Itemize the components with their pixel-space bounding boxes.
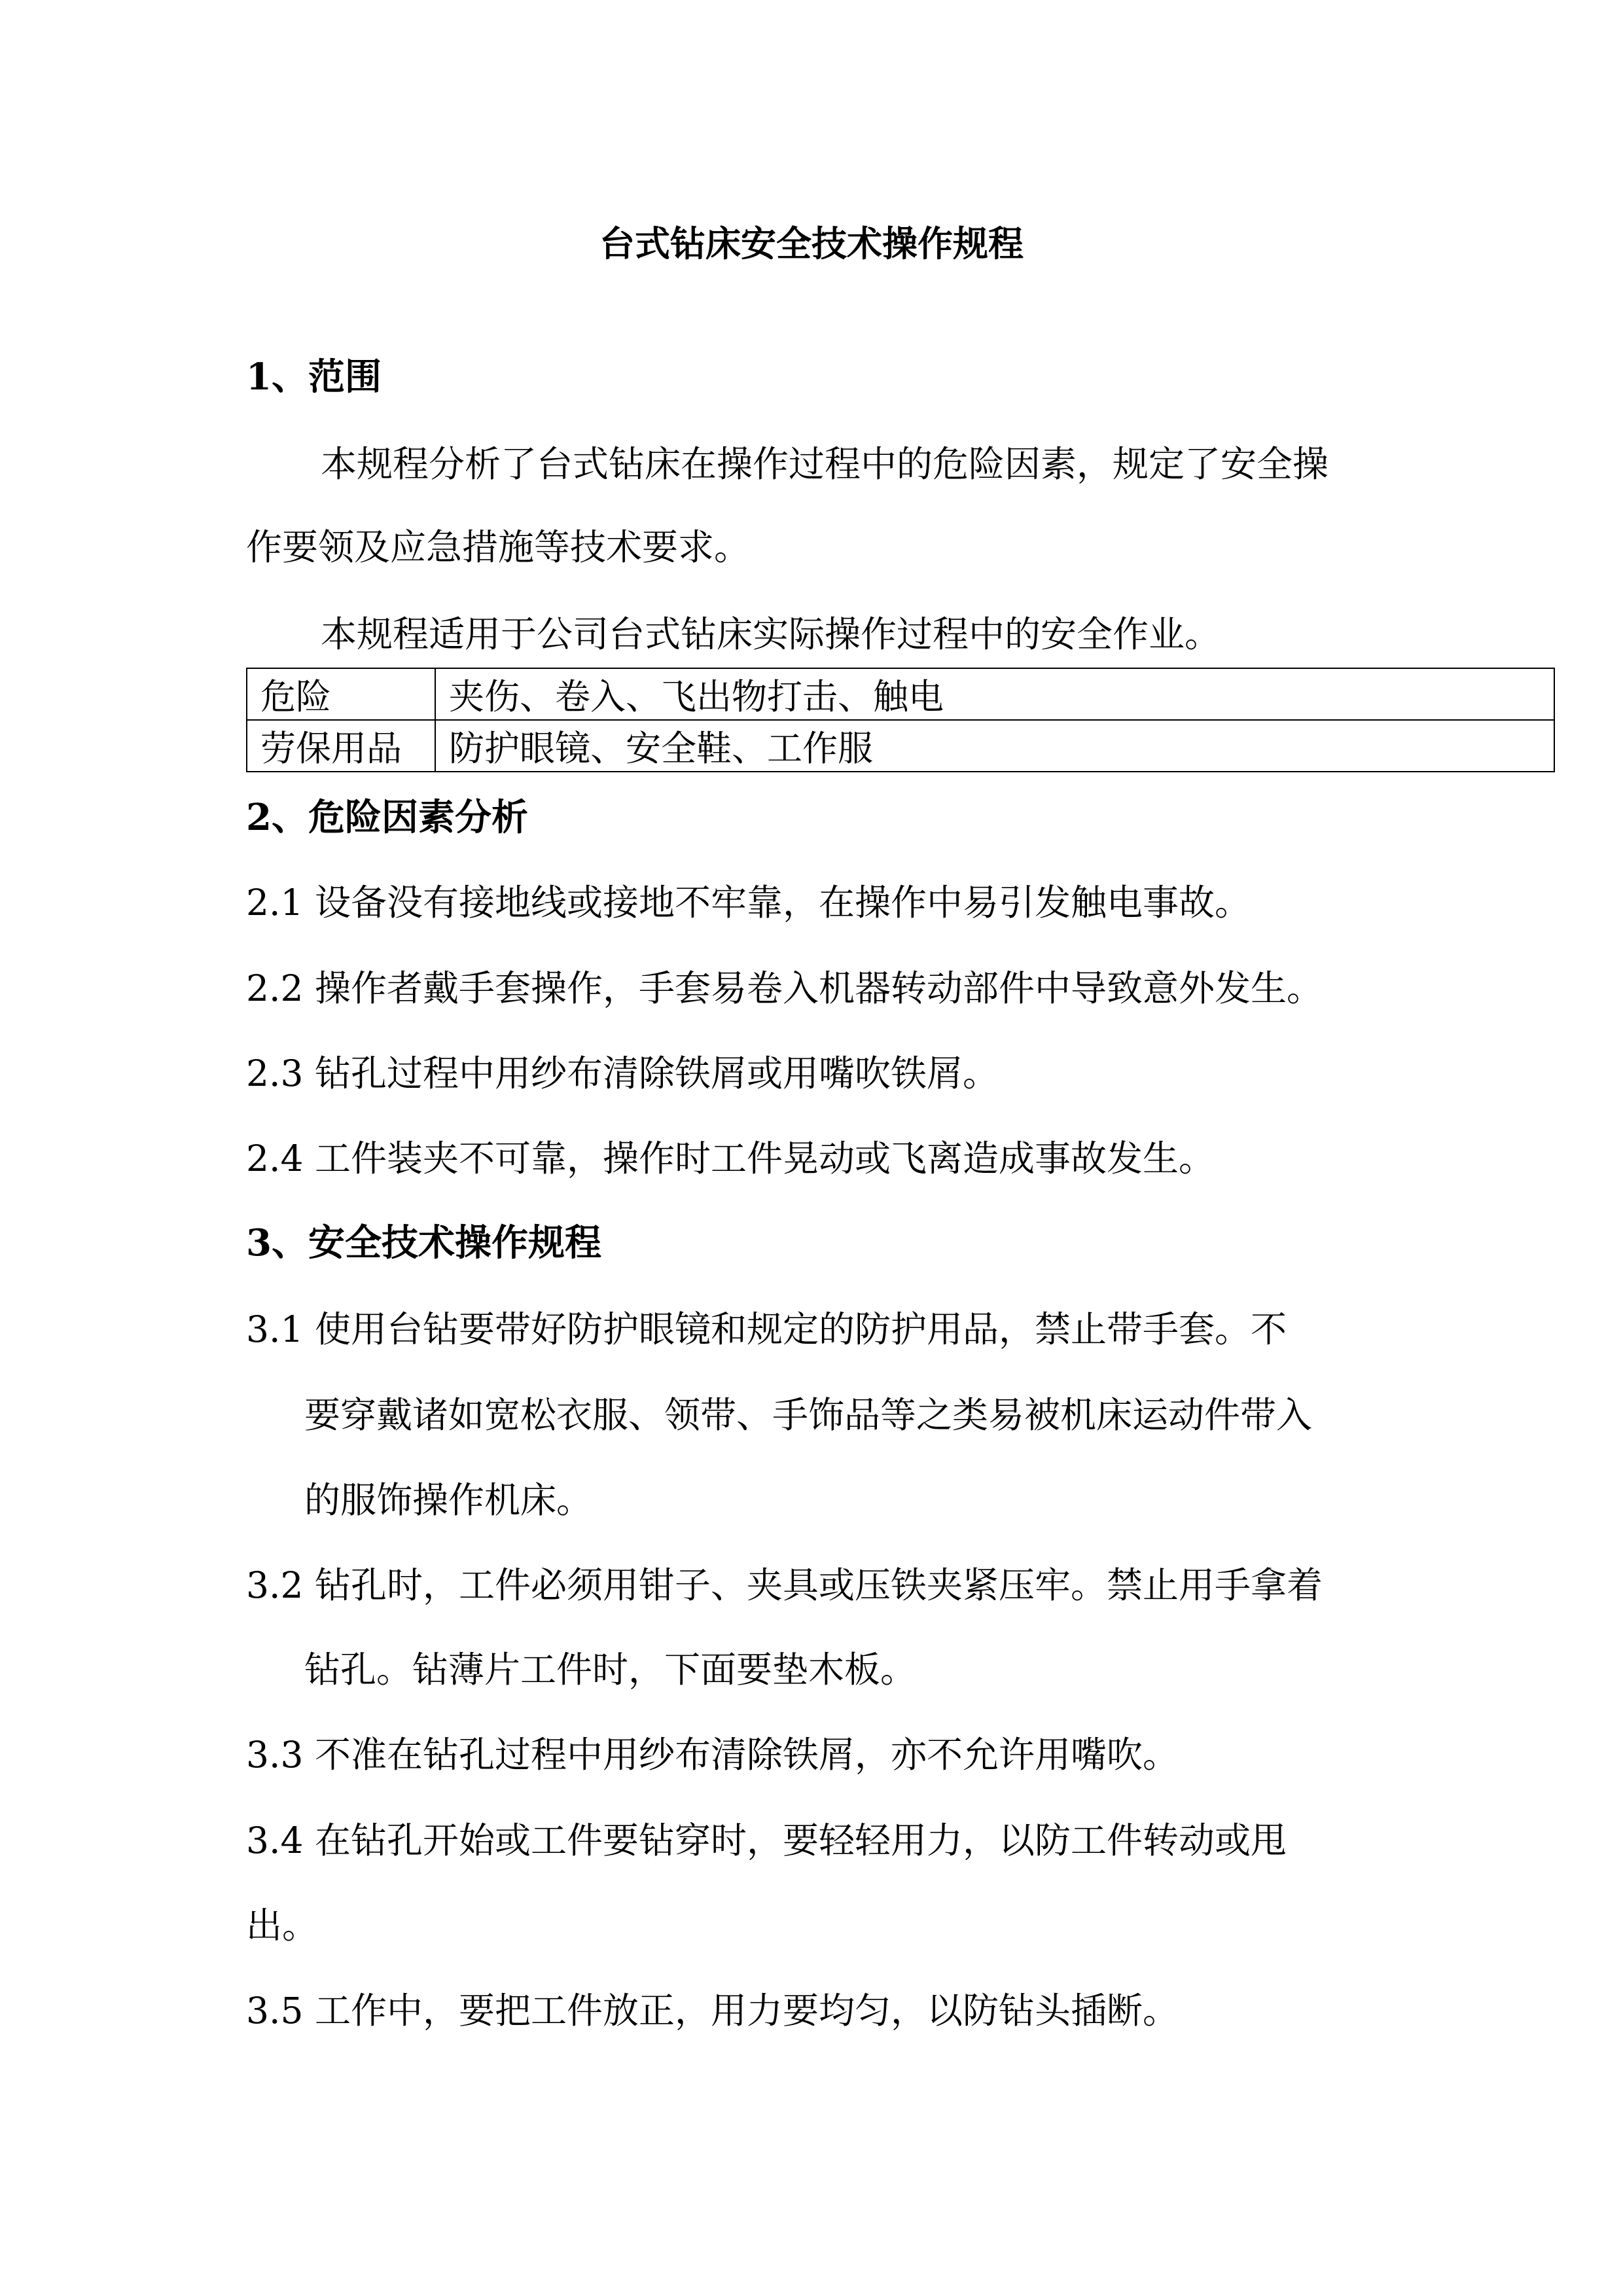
section-3-item-1-line-3: 的服饰操作机床。 [304, 1479, 593, 1521]
section-3-item-4-line-2: 出。 [246, 1905, 319, 1946]
document-title: 台式钻床安全技术操作规程 [599, 223, 1024, 264]
section-3-item-1-line-2: 要穿戴诸如宽松衣服、领带、手饰品等之类易被机床运动件带入 [304, 1394, 1313, 1436]
table-cell-label: 危险 [247, 668, 435, 720]
section-2-item-1: 2.1 设备没有接地线或接地不牢靠，在操作中易引发触电事故。 [246, 882, 1251, 924]
table-cell-value: 夹伤、卷入、飞出物打击、触电 [435, 668, 1554, 720]
section-3-item-3: 3.3 不准在钻孔过程中用纱布清除铁屑，亦不允许用嘴吹。 [246, 1734, 1179, 1776]
section-3-item-1-line-1: 3.1 使用台钻要带好防护眼镜和规定的防护用品，禁止带手套。不 [246, 1308, 1287, 1350]
section-2-item-3: 2.3 钻孔过程中用纱布清除铁屑或用嘴吹铁屑。 [246, 1052, 999, 1094]
section-2-item-2: 2.2 操作者戴手套操作，手套易卷入机器转动部件中导致意外发生。 [246, 967, 1323, 1009]
section-1-paragraph-1-line-2: 作要领及应急措施等技术要求。 [246, 526, 751, 568]
section-3-item-2-line-2: 钻孔。钻薄片工件时，下面要垫木板。 [304, 1649, 917, 1691]
table-row-hazard [247, 668, 1554, 720]
section-3-item-4-line-1: 3.4 在钻孔开始或工件要钻穿时，要轻轻用力，以防工件转动或甩 [246, 1820, 1287, 1861]
section-1-heading: 1、范围 [246, 355, 382, 399]
section-2-item-4: 2.4 工件装夹不可靠，操作时工件晃动或飞离造成事故发生。 [246, 1138, 1215, 1179]
section-2-heading: 2、危险因素分析 [246, 796, 528, 839]
hazard-ppe-table [246, 668, 1555, 772]
section-3-heading: 3、安全技术操作规程 [246, 1221, 601, 1265]
section-1-paragraph-2: 本规程适用于公司台式钻床实际操作过程中的安全作业。 [321, 613, 1221, 655]
table-cell-value: 防护眼镜、安全鞋、工作服 [435, 720, 1554, 772]
section-3-item-2-line-1: 3.2 钻孔时，工件必须用钳子、夹具或压铁夹紧压牢。禁止用手拿着 [246, 1564, 1323, 1606]
table-cell-label: 劳保用品 [247, 720, 435, 772]
section-1-paragraph-1-line-1: 本规程分析了台式钻床在操作过程中的危险因素，规定了安全操 [321, 443, 1329, 485]
section-3-item-5: 3.5 工作中，要把工件放正，用力要均匀，以防钻头插断。 [246, 1990, 1179, 2032]
table-row-ppe [247, 720, 1554, 772]
